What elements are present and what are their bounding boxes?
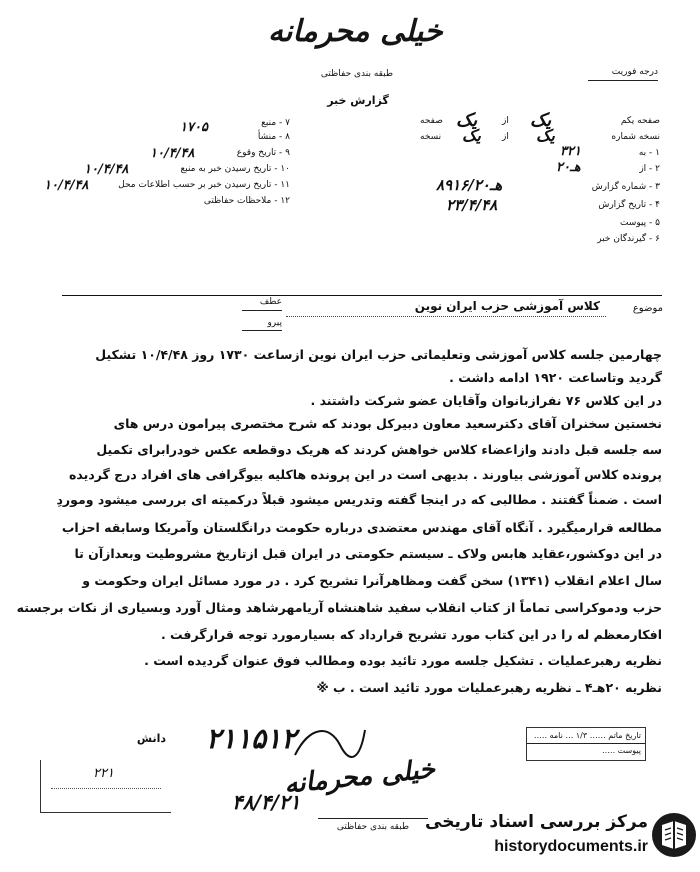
body-line: نظریه ۲۰هـ۴ ـ نظریه رهبرعملیات مورد تائید است . ب ※ — [316, 680, 662, 695]
report-number-value: ۸۹۱۶/۲۰هـ — [436, 176, 503, 194]
handwritten-stamp: خیلی محرمانه — [282, 754, 437, 800]
copy-row: نسخه شماره — [611, 132, 660, 142]
receiver-label: دانش — [136, 732, 166, 745]
handwritten-date: ۴۸/۴/۲۱ — [232, 790, 301, 814]
page-value: یک — [530, 110, 552, 131]
body-line: پرونده کلاس آموزشی بیاورند . بدیهی است در این پرونده هاکلیه بیوگرافی های افراد درج گردیده — [69, 467, 662, 482]
right-fields — [360, 110, 660, 256]
watermark — [420, 808, 700, 868]
page-total-value: یک — [456, 110, 478, 131]
body-line: در این کلاس ۷۶ نفرازبانوان وآقایان عضو شرکت داشتند . — [310, 393, 662, 408]
body-line: در این دوکشور،عقاید هابس ولاک ـ سیستم حکومتی در ایران قبل ازتاریخ مشروطیت وبعدازآن تا — [74, 546, 662, 561]
occurrence-date-value: ۱۰/۴/۴۸ — [150, 146, 195, 161]
bottom-classification-caption: طبقه بندی حفاظتی — [336, 822, 410, 832]
watermark-url: historydocuments.ir — [494, 838, 648, 855]
copy-value: یک — [536, 126, 555, 145]
urgency-underline — [588, 80, 658, 81]
body-line: حزب ودموکراسی تماماً از کتاب انقلاب سفید شاهنشاه آریامهرشاهد ومثال آورد وبسیاری از نکات برجسته — [16, 600, 662, 615]
subject-label: موضوع — [632, 303, 663, 314]
urgency-label: درجه فوریت — [611, 67, 658, 77]
body-line: نظریه رهبرعملیات . تشکیل جلسه مورد تائید بوده ومطالب فوق عنوان گردیده است . — [144, 653, 662, 668]
body-line: افکارمعظم له را در این کتاب مورد تشریح قرارداد که بسیارمورد توجه قرارگرفت . — [160, 627, 662, 642]
from-value: ۲۰هـ — [556, 160, 581, 175]
page-row: صفحه یکم — [620, 116, 660, 126]
field-row: ۸ - منشأ — [257, 132, 290, 142]
left-fields — [40, 118, 290, 228]
from-label: ۲ - از — [639, 164, 660, 174]
copy-tail: نسخه — [420, 132, 442, 142]
follow-underline — [242, 330, 282, 331]
bottom-caption-line — [318, 818, 428, 819]
body-line: سه جلسه قبل دادند وازاعضاء کلاس خواهش کردند که هریک دوقطعه عکس خودرابرای تکمیل — [96, 442, 662, 457]
field-row: ۱۲ - ملاحظات حفاظتی — [203, 196, 290, 206]
follow-label: پیرو — [267, 318, 282, 328]
classification-caption: طبقه بندی حفاظتی — [320, 69, 394, 79]
subject-underline — [286, 316, 606, 317]
ref-underline — [242, 310, 282, 311]
field-row: ۱۰ - تاریخ رسیدن خبر به منبع — [180, 164, 290, 174]
attachment-label: ۵ - پیوست — [619, 218, 660, 228]
left-box-line — [51, 788, 161, 789]
copy-of: از — [502, 132, 509, 142]
field-row: ۱۱ - تاریخ رسیدن خبر بر حسب اطلاعات محل — [118, 180, 290, 190]
to-value: ۳۲۱ — [560, 144, 581, 159]
page-tail: صفحه — [420, 116, 443, 126]
report-date-label: ۴ - تاریخ گزارش — [598, 200, 660, 210]
recipients-label: ۶ - گیرندگان خبر — [597, 234, 660, 244]
to-label: ۱ - به — [638, 148, 660, 158]
registry-line: پیوست ..… — [602, 746, 641, 755]
archive-logo-icon — [650, 810, 698, 860]
body-line: نخستین سخنران آقای دکترسعید معاون دبیرکل بودند که شرح مختصری پیرامون درس های — [113, 416, 662, 431]
field-row: ۷ - منبع — [261, 118, 290, 128]
left-box-number: ۲۲۱ — [93, 766, 114, 781]
subject-value: کلاس آموزشی حزب ایران نوین — [414, 299, 600, 313]
report-number-label: ۳ - شماره گزارش — [591, 182, 660, 192]
copy-total-value: یک — [462, 126, 481, 145]
report-type-title: گزارش خبر — [327, 94, 389, 107]
classification-stamp: خیلی محرمانه — [268, 14, 443, 49]
field-row: ۹ - تاریخ وقوع — [236, 148, 290, 158]
left-number-box — [40, 760, 171, 813]
body-line: چهارمین جلسه کلاس آموزشی وتعلیماتی حزب ایران نوین ازساعت ۱۷۳۰ روز ۱۰/۴/۴۸ تشکیل — [95, 347, 662, 362]
body-line: گردید وتاساعت ۱۹۲۰ ادامه داشت . — [449, 370, 662, 385]
body-line: مطالعه قرارمیگیرد . آنگاه آقای مهندس معتضدی درباره حکومت درانگلستان وآمریکا وسابقه احزاب — [61, 520, 662, 535]
registry-stamp-box — [526, 727, 646, 761]
report-date-value: ۲۳/۴/۴۸ — [446, 196, 498, 214]
registry-divider — [527, 743, 645, 744]
header-separator — [62, 295, 662, 296]
body-line: است . ضمناً گفتند . مطالبی که در اینجا گفته وتدریس میشود قبلاً درکمیته ای بررسی میشود وموردِ — [56, 492, 662, 507]
source-value: ۱۷۰۵ — [180, 120, 208, 135]
source-date-value: ۱۰/۴/۴۸ — [84, 162, 129, 177]
handwritten-number: ۲۱۱۵۱۲ — [206, 722, 297, 755]
watermark-title: مرکز بررسی اسناد تاریخی — [425, 812, 648, 832]
ref-label: عطف — [259, 297, 282, 307]
body-line: سال اعلام انقلاب (۱۳۴۱) سخن گفت ومظاهرآنرا تشریح کرد . در مورد مسائل ایران وحکومت و — [82, 573, 662, 588]
page-of: از — [502, 116, 509, 126]
registry-line: تاریخ ماتم …… ۱/۳ … نامه ..… — [533, 731, 641, 740]
local-date-value: ۱۰/۴/۴۸ — [44, 178, 89, 193]
